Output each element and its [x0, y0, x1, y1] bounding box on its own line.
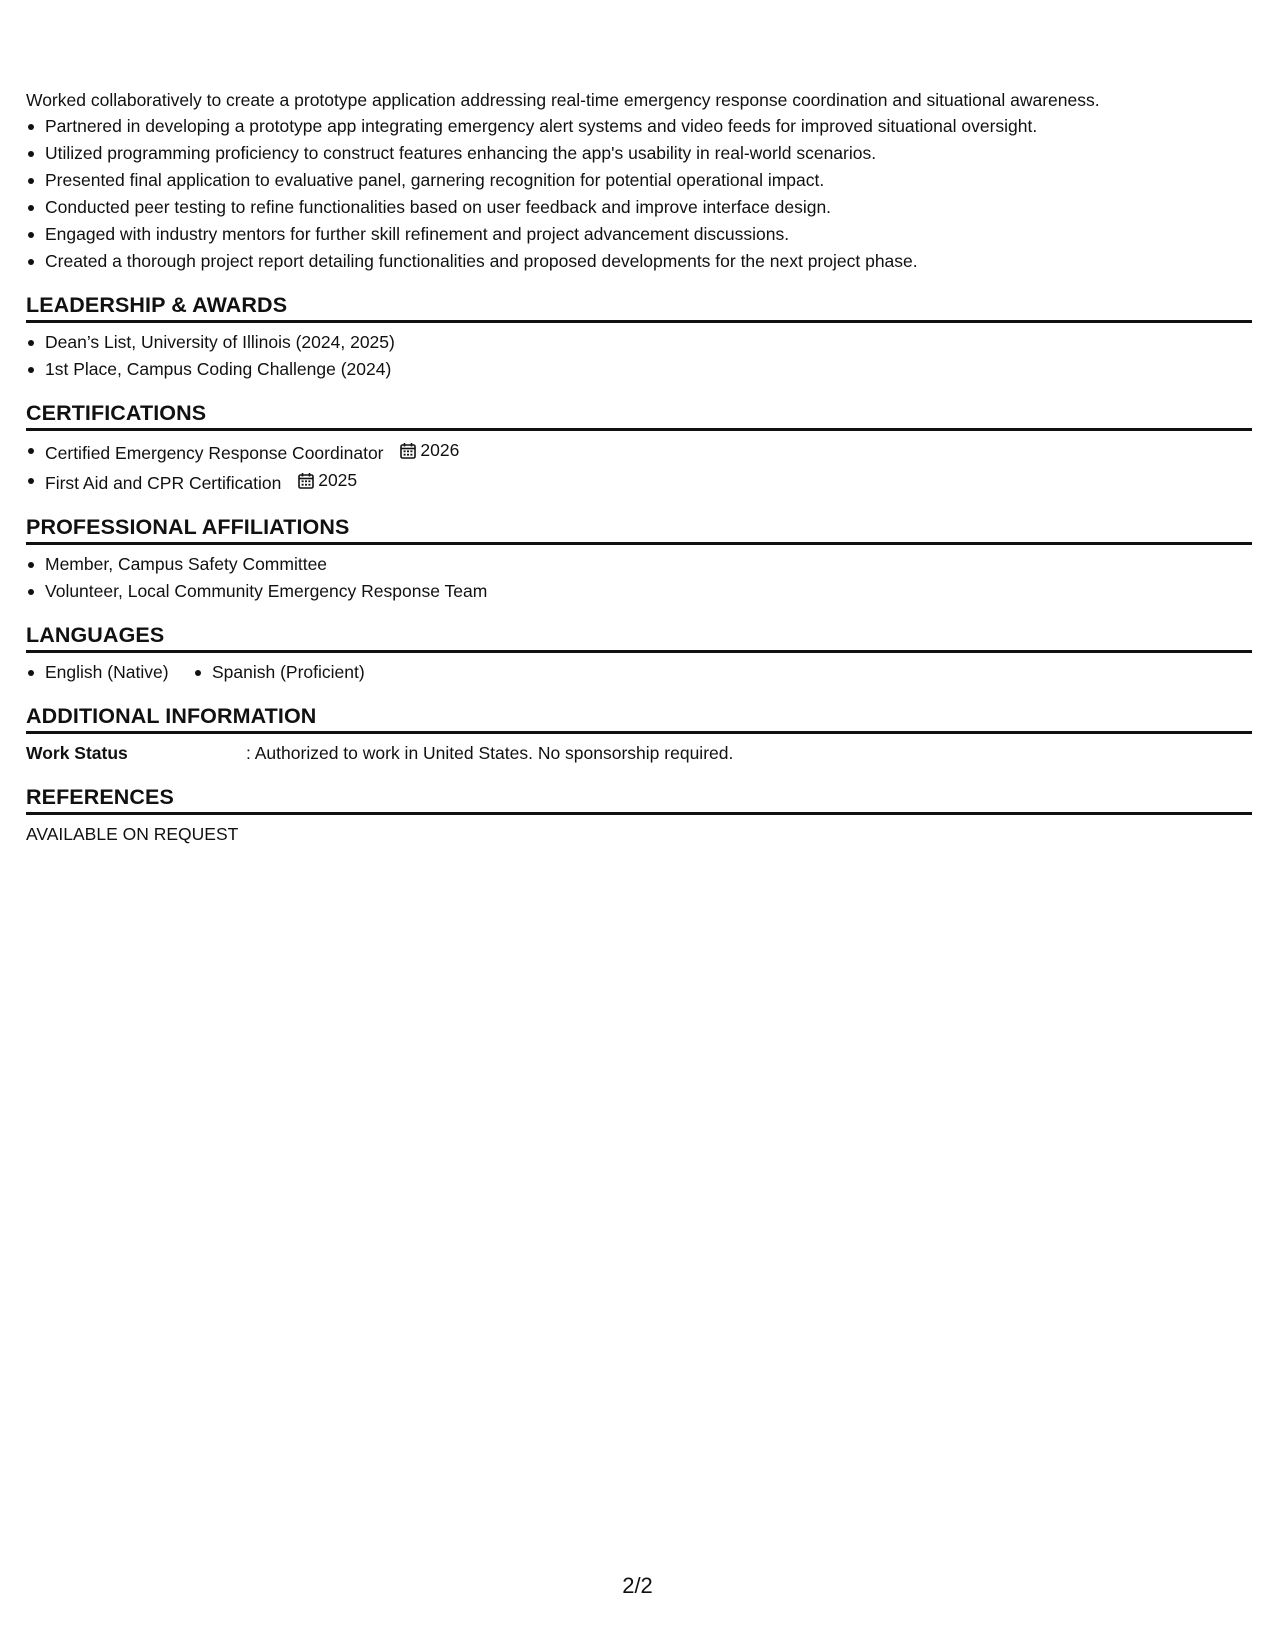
calendar-icon	[298, 472, 314, 489]
certification-name: First Aid and CPR Certification	[45, 473, 282, 493]
section-heading: LANGUAGES	[26, 621, 1252, 653]
affiliations-section	[26, 513, 1252, 605]
list-item: Created a thorough project report detailing functionalities and proposed developments for the next project phase.	[26, 248, 1252, 275]
list-item: Presented final application to evaluative panel, garnering recognition for potential operational impact.	[26, 167, 1252, 194]
calendar-icon	[400, 442, 416, 459]
language-item: English (Native)	[26, 659, 169, 686]
certifications-list	[26, 437, 1252, 497]
certification-item	[26, 437, 1252, 467]
section-heading: PROFESSIONAL AFFILIATIONS	[26, 513, 1252, 545]
section-heading: LEADERSHIP & AWARDS	[26, 291, 1252, 323]
languages-list	[26, 659, 1252, 686]
project-block	[26, 87, 1252, 275]
list-item: Partnered in developing a prototype app integrating emergency alert systems and video feeds for improved situational oversight.	[26, 113, 1252, 140]
languages-section	[26, 621, 1252, 686]
project-summary: Worked collaboratively to create a prototype application addressing real-time emergency response coordination and situational awareness.	[26, 90, 1100, 110]
language-item: Spanish (Proficient)	[193, 659, 365, 686]
references-section	[26, 783, 1252, 848]
certifications-section	[26, 399, 1252, 497]
work-status-row	[26, 740, 1252, 767]
list-item: Conducted peer testing to refine functionalities based on user feedback and improve interface design.	[26, 194, 1252, 221]
certification-year: 2026	[420, 440, 460, 460]
certification-name: Certified Emergency Response Coordinator	[45, 443, 384, 463]
list-item: 1st Place, Campus Coding Challenge (2024)	[26, 356, 1252, 383]
certification-date	[298, 467, 357, 494]
list-item: Utilized programming proficiency to construct features enhancing the app's usability in real-world scenarios.	[26, 140, 1252, 167]
section-heading: REFERENCES	[26, 783, 1252, 815]
affiliations-list	[26, 551, 1252, 605]
additional-section	[26, 702, 1252, 767]
list-item: Volunteer, Local Community Emergency Response Team	[26, 578, 1252, 605]
section-heading: ADDITIONAL INFORMATION	[26, 702, 1252, 734]
list-item: Dean’s List, University of Illinois (2024, 2025)	[26, 329, 1252, 356]
certification-item	[26, 467, 1252, 497]
list-item: Member, Campus Safety Committee	[26, 551, 1252, 578]
leadership-list	[26, 329, 1252, 383]
project-bullets	[26, 113, 1252, 275]
page-number: 2/2	[622, 1573, 653, 1598]
certification-date	[400, 437, 459, 464]
references-text: AVAILABLE ON REQUEST	[26, 824, 239, 844]
resume-page	[26, 87, 1252, 848]
certification-year: 2025	[318, 470, 358, 490]
section-heading: CERTIFICATIONS	[26, 399, 1252, 431]
work-status-value: : Authorized to work in United States. No sponsorship required.	[246, 743, 734, 763]
work-status-label: Work Status	[26, 743, 128, 763]
list-item: Engaged with industry mentors for further skill refinement and project advancement discussions.	[26, 221, 1252, 248]
leadership-section	[26, 291, 1252, 383]
